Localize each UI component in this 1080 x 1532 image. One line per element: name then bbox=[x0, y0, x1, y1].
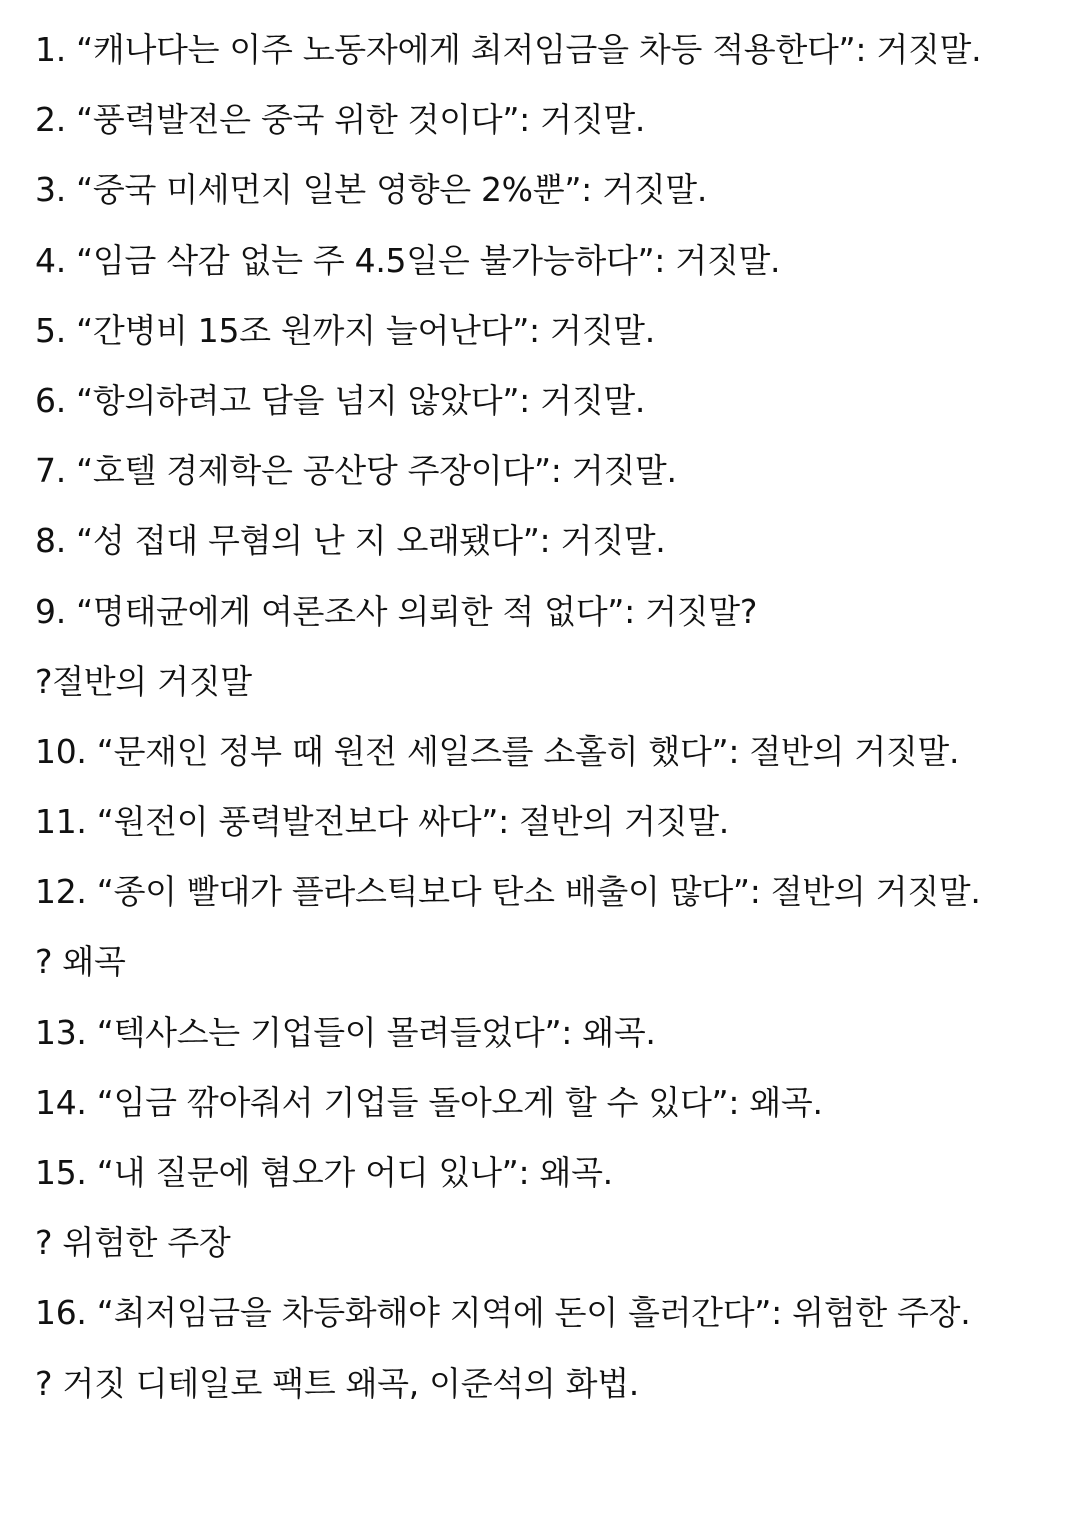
list-item-5: 5. “간병비 15조 원까지 늘어난다”: 거짓말. bbox=[35, 310, 655, 350]
list-item-1: 1. “캐나다는 이주 노동자에게 최저임금을 차등 적용한다”: 거짓말. bbox=[35, 30, 982, 69]
list-item-15: 15. “내 질문에 혐오가 어디 있나”: 왜곡. bbox=[35, 1153, 613, 1192]
list-item-10: 10. “문재인 정부 때 원전 세일즈를 소홀히 했다”: 절반의 거짓말. bbox=[35, 731, 960, 771]
list-item-14: 14. “임금 깎아줘서 기업들 돌아오게 할 수 있다”: 왜곡. bbox=[35, 1082, 823, 1122]
list-item-3: 3. “중국 미세먼지 일본 영향은 2%뿐”: 거짓말. bbox=[35, 170, 708, 210]
section-heading-dangerous-claim: ? 위험한 주장 bbox=[35, 1223, 231, 1263]
list-item-11: 11. “원전이 풍력발전보다 싸다”: 절반의 거짓말. bbox=[35, 802, 729, 842]
list-item-13: 13. “텍사스는 기업들이 몰려들었다”: 왜곡. bbox=[35, 1012, 656, 1052]
list-item-6: 6. “항의하려고 담을 넘지 않았다”: 거짓말. bbox=[35, 380, 646, 420]
list-item-7: 7. “호텔 경제학은 공산당 주장이다”: 거짓말. bbox=[35, 451, 677, 491]
list-item-16: 16. “최저임금을 차등화해야 지역에 돈이 흘러간다”: 위험한 주장. bbox=[35, 1293, 971, 1333]
section-heading-half-lie: ?절반의 거짓말 bbox=[35, 661, 252, 701]
list-item-4: 4. “임금 삭감 없는 주 4.5일은 불가능하다”: 거짓말. bbox=[35, 240, 781, 280]
list-item-9: 9. “명태균에게 여론조사 의뢰한 적 없다”: 거짓말? bbox=[35, 591, 758, 631]
closing-summary: ? 거짓 디테일로 팩트 왜곡, 이준석의 화법. bbox=[35, 1363, 639, 1403]
list-item-8: 8. “성 접대 무혐의 난 지 오래됐다”: 거짓말. bbox=[35, 521, 666, 561]
document-body bbox=[35, 22, 1075, 1426]
list-item-2: 2. “풍력발전은 중국 위한 것이다”: 거짓말. bbox=[35, 100, 646, 140]
list-item-12: 12. “종이 빨대가 플라스틱보다 탄소 배출이 많다”: 절반의 거짓말. bbox=[35, 872, 981, 912]
section-heading-distortion: ? 왜곡 bbox=[35, 942, 126, 982]
